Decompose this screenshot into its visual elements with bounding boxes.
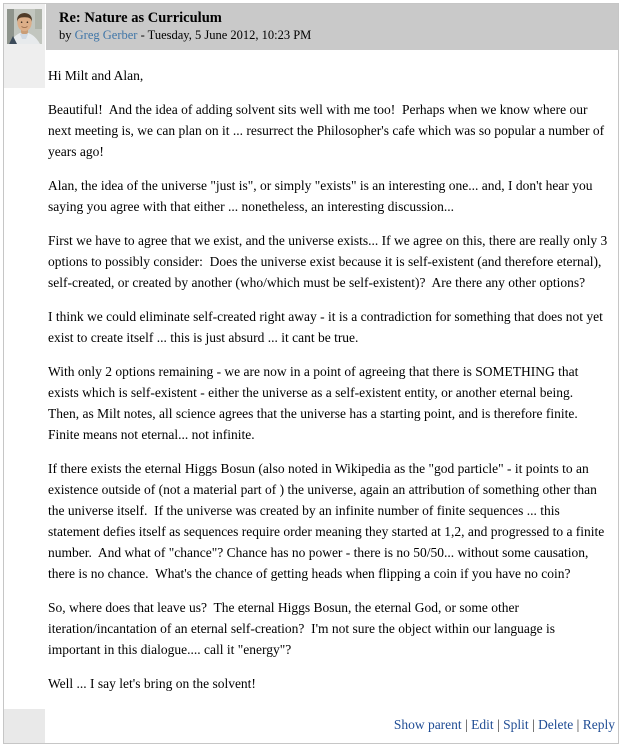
post-right-column <box>46 4 618 743</box>
reply-link[interactable]: Reply <box>582 717 615 732</box>
topic-header <box>46 4 618 50</box>
left-side-bottom-cell <box>4 709 45 743</box>
post-content <box>46 50 618 711</box>
paragraph: I think we could eliminate self-created right away - it is a contradiction for something that does not yet exist to create itself ... this is just absurd ... it cant be true. <box>48 309 607 345</box>
forum-page <box>3 3 619 744</box>
paragraph: Hi Milt and Alan, <box>48 68 144 83</box>
show-parent-link[interactable]: Show parent <box>393 717 462 732</box>
edit-link[interactable]: Edit <box>471 717 494 732</box>
command-separator: | <box>497 717 500 732</box>
left-side-spacer <box>4 88 45 709</box>
paragraph: So, where does that leave us? The eternal Higgs Bosun, the eternal God, or some other iteration/incantation of an eternal self-creation? I'm not sure the object within our language is important in this dialogue.... call it "energy"? <box>48 600 559 657</box>
forum-post <box>3 3 619 744</box>
author-picture-cell <box>4 4 45 88</box>
delete-link[interactable]: Delete <box>538 717 574 732</box>
author-avatar-icon[interactable] <box>7 9 42 44</box>
command-separator: | <box>531 717 535 732</box>
author-link[interactable]: Greg Gerber <box>74 28 138 42</box>
byline-prefix: by <box>59 28 75 42</box>
paragraph: Beautiful! And the idea of adding solvent sits well with me too! Perhaps when we know where our next meeting is, we can plan on it ... resurrect the Philosopher's cafe which was so popular a number of years ago! <box>48 102 608 159</box>
byline-date: - Tuesday, 5 June 2012, 10:23 PM <box>137 28 312 42</box>
command-separator: | <box>465 717 468 732</box>
command-separator: | <box>576 717 580 732</box>
post-left-column <box>4 4 46 743</box>
post-byline <box>59 27 608 44</box>
paragraph: With only 2 options remaining - we are now in a point of agreeing that there is SOMETHING that exists which is self-existent - either the universe as a self-existent entity, or another eternal being. Then, as Milt notes, all science agrees that the universe has a starting point, and is therefore finite. Finite means not eternal... not infinite. <box>48 364 585 442</box>
split-link[interactable]: Split <box>503 717 529 732</box>
paragraph: If there exists the eternal Higgs Bosun (also noted in Wikipedia as the "god particle" - it points to an existence outside of (not a material part of ) the universe, again an attribution of something other than the universe itself. If the universe was created by an infinite number of finite sequences ... this statement defies itself as sequences require order meaning they started at 1,2, and progressed to a finite number. And what of "chance"? Chance has no power - there is no 50/50... without some causation, there is no chance. What's the chance of getting heads when flipping a coin if you have no coin? <box>48 461 608 581</box>
paragraph: First we have to agree that we exist, and the universe exists... If we agree on this, there are really only 3 options to possibly consider: Does the universe exist because it is self-existent (and therefore eternal), self-created, or created by another (who/which must be self-existent)? Are there any other options? <box>48 233 611 290</box>
paragraph: Well ... I say let's bring on the solvent! <box>48 676 256 691</box>
paragraph: Alan, the idea of the universe "just is", or simply "exists" is an interesting one... and, I don't hear you saying you agree with that either ... nonetheless, an interesting discussion... <box>48 178 596 214</box>
post-subject: Re: Nature as Curriculum <box>59 10 222 26</box>
